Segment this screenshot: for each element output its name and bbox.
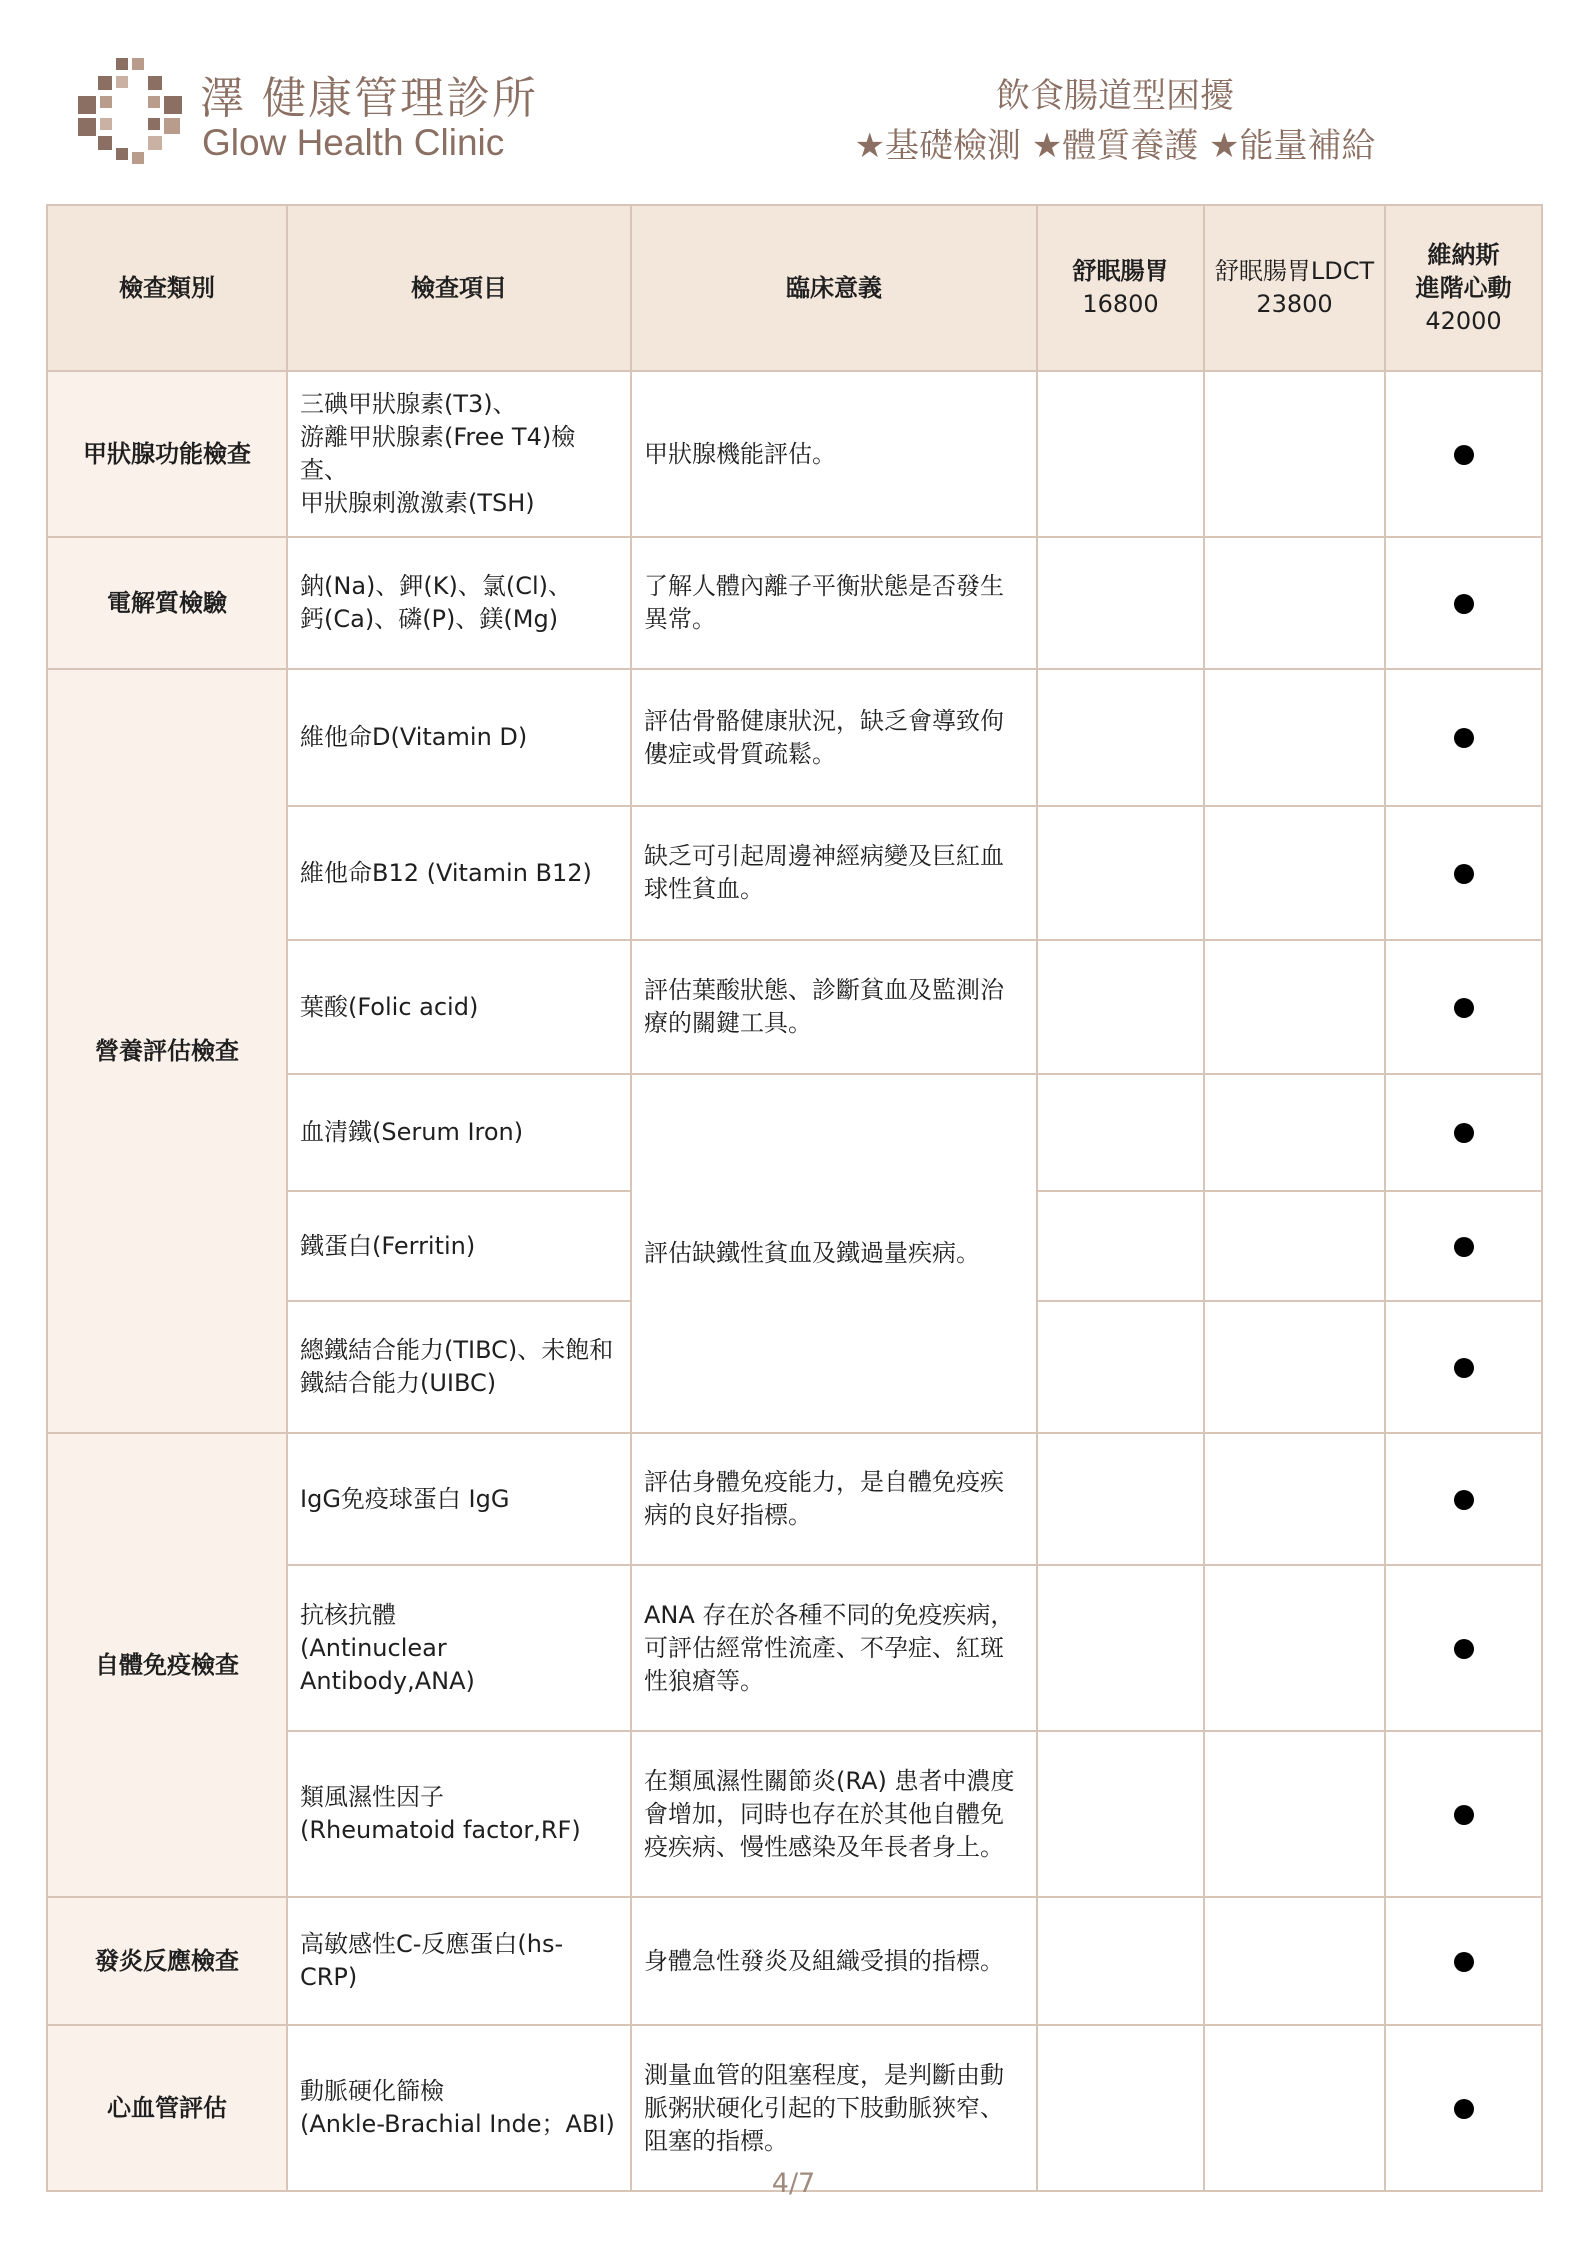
plan-1-cell [1037, 806, 1204, 940]
meaning-cell [631, 2025, 1037, 2191]
plan-2-cell [1204, 537, 1385, 669]
table-row [47, 669, 1542, 806]
plan-2-cell [1204, 1301, 1385, 1433]
item-line: 鈉(Na)、鉀(K)、氯(Cl)、 [300, 572, 573, 600]
included-dot-icon [1454, 728, 1474, 748]
plan-1-cell [1037, 2025, 1204, 2191]
meaning-cell [631, 669, 1037, 806]
document-title: 飲食腸道型困擾 [996, 76, 1234, 116]
meaning-line: 甲狀腺機能評估。 [644, 439, 836, 468]
meaning-cell [631, 537, 1037, 669]
meaning-cell [631, 1565, 1037, 1731]
included-dot-icon [1454, 864, 1474, 884]
item-line: 總鐵結合能力(TIBC)、未飽和 [300, 1336, 614, 1364]
meaning-line: 測量血管的阻塞程度，是判斷由動 [644, 2060, 1004, 2089]
plan-1-name: 舒眠腸胃 [1072, 257, 1169, 285]
item-cell [287, 1731, 631, 1897]
item-line: 抗核抗體 [300, 1600, 396, 1629]
item-cell [287, 806, 631, 940]
plan-3-name-line2: 進階心動 [1415, 273, 1512, 302]
table-row [47, 371, 1542, 537]
meaning-line: 評估缺鐵性貧血及鐵過量疾病。 [644, 1239, 980, 1267]
item-line: 三碘甲狀腺素(T3)、 [300, 390, 517, 418]
plan-1-cell [1037, 1191, 1204, 1301]
plan-3-cell [1385, 1191, 1542, 1301]
document-subtitle: ★基礎檢測 ★體質養護 ★能量補給 [854, 126, 1376, 166]
plan-1-cell [1037, 1565, 1204, 1731]
item-cell [287, 940, 631, 1074]
category-cell: 發炎反應檢查 [47, 1897, 287, 2025]
table-row [47, 2025, 1542, 2191]
meaning-line: 在類風濕性關節炎(RA) 患者中濃度 [644, 1766, 1015, 1795]
plan-2-cell [1204, 371, 1385, 537]
item-line: 維他命D(Vitamin D) [300, 723, 528, 751]
plan-1-cell [1037, 1731, 1204, 1897]
item-line: (Ankle-Brachial Inde；ABI) [300, 2110, 615, 2138]
plan-3-cell [1385, 940, 1542, 1074]
meaning-line: 僂症或骨質疏鬆。 [644, 739, 836, 768]
item-cell [287, 1074, 631, 1191]
meaning-line: 評估骨骼健康狀況，缺乏會導致佝 [644, 706, 1004, 735]
plan-3-cell [1385, 669, 1542, 806]
table-row [47, 537, 1542, 669]
meaning-line: 可評估經常性流產、不孕症、紅斑 [644, 1633, 1004, 1662]
item-line: 類風濕性因子 [300, 1783, 444, 1811]
clinic-name-zh: 澤 健康管理診所 [200, 73, 538, 124]
plan-3-cell [1385, 1074, 1542, 1191]
header-plan-1 [1037, 205, 1204, 371]
plan-1-cell [1037, 371, 1204, 537]
meaning-line: 缺乏可引起周邊神經病變及巨紅血 [644, 842, 1004, 870]
plan-1-cell [1037, 537, 1204, 669]
included-dot-icon [1454, 594, 1474, 614]
item-line: 游離甲狀腺素(Free T4)檢查、 [300, 423, 576, 484]
plan-2-name: 舒眠腸胃LDCT [1214, 257, 1375, 285]
meaning-line: ANA 存在於各種不同的免疫疾病， [644, 1600, 1015, 1629]
included-dot-icon [1454, 998, 1474, 1018]
included-dot-icon [1454, 1805, 1474, 1825]
item-cell [287, 1565, 631, 1731]
table-row [47, 1433, 1542, 1565]
plan-3-name-line1: 維納斯 [1427, 240, 1500, 269]
header-plan-2 [1204, 205, 1385, 371]
item-line: 鐵結合能力(UIBC) [300, 1369, 497, 1397]
clinic-logo-icon [76, 56, 184, 168]
plan-3-cell [1385, 1565, 1542, 1731]
meaning-line: 性狼瘡等。 [644, 1666, 764, 1695]
plan-2-cell [1204, 1731, 1385, 1897]
category-cell: 自體免疫檢查 [47, 1433, 287, 1897]
plan-3-cell [1385, 537, 1542, 669]
meaning-line: 阻塞的指標。 [644, 2126, 788, 2155]
plan-3-cell [1385, 1301, 1542, 1433]
included-dot-icon [1454, 1639, 1474, 1659]
plan-3-cell [1385, 371, 1542, 537]
item-line: (Rheumatoid factor,RF) [300, 1816, 581, 1844]
plan-1-cell [1037, 1897, 1204, 2025]
category-cell: 甲狀腺功能檢查 [47, 371, 287, 537]
meaning-line: 療的關鍵工具。 [644, 1009, 812, 1037]
item-line: 高敏感性C-反應蛋白(hs-CRP) [300, 1930, 564, 1991]
meaning-cell [631, 1433, 1037, 1565]
meaning-cell [631, 1897, 1037, 2025]
meaning-line: 病的良好指標。 [644, 1501, 812, 1529]
item-line: 鈣(Ca)、磷(P)、鎂(Mg) [300, 605, 559, 633]
plan-2-cell [1204, 1074, 1385, 1191]
included-dot-icon [1454, 2099, 1474, 2119]
item-cell [287, 1191, 631, 1301]
included-dot-icon [1454, 1490, 1474, 1510]
plan-2-cell [1204, 669, 1385, 806]
plan-2-cell [1204, 1191, 1385, 1301]
item-line: 甲狀腺刺激激素(TSH) [300, 489, 535, 517]
meaning-line: 疫疾病、慢性感染及年長者身上。 [644, 1832, 1004, 1861]
plan-3-cell [1385, 1731, 1542, 1897]
meaning-line: 會增加，同時也存在於其他自體免 [644, 1799, 1004, 1828]
header-plan-3 [1385, 205, 1542, 371]
plan-2-cell [1204, 940, 1385, 1074]
plan-1-cell [1037, 1301, 1204, 1433]
item-line: 動脈硬化篩檢 [300, 2077, 444, 2105]
item-line: (Antinuclear Antibody,ANA) [300, 1633, 475, 1695]
included-dot-icon [1454, 1952, 1474, 1972]
plan-1-price: 16800 [1082, 290, 1159, 318]
meaning-cell [631, 371, 1037, 537]
meaning-cell [631, 940, 1037, 1074]
item-cell [287, 1897, 631, 2025]
meaning-cell [631, 1731, 1037, 1897]
plan-2-price: 23800 [1256, 290, 1333, 318]
plan-1-cell [1037, 1074, 1204, 1191]
item-cell [287, 669, 631, 806]
item-line: 維他命B12 (Vitamin B12) [300, 858, 592, 887]
plan-3-cell [1385, 806, 1542, 940]
meaning-line: 脈粥狀硬化引起的下肢動脈狹窄、 [644, 2093, 1004, 2122]
item-cell [287, 537, 631, 669]
plan-2-cell [1204, 806, 1385, 940]
item-line: 血清鐵(Serum Iron) [300, 1118, 524, 1146]
table-header-row [47, 205, 1542, 371]
item-line: IgG免疫球蛋白 IgG [300, 1484, 510, 1513]
plan-3-cell [1385, 1433, 1542, 1565]
plan-1-cell [1037, 940, 1204, 1074]
plan-3-price: 42000 [1425, 306, 1502, 335]
table-row [47, 1897, 1542, 2025]
plan-2-cell [1204, 1433, 1385, 1565]
item-cell [287, 1301, 631, 1433]
meaning-line: 異常。 [644, 605, 716, 633]
included-dot-icon [1454, 445, 1474, 465]
plan-2-cell [1204, 2025, 1385, 2191]
meaning-line: 了解人體內離子平衡狀態是否發生 [644, 572, 1004, 600]
item-line: 葉酸(Folic acid) [300, 992, 479, 1021]
item-cell [287, 1433, 631, 1565]
category-cell: 心血管評估 [47, 2025, 287, 2191]
category-cell: 營養評估檢查 [47, 669, 287, 1433]
exam-comparison-table [46, 204, 1543, 2192]
plan-1-cell [1037, 669, 1204, 806]
page-number: 4/7 [771, 2168, 816, 2199]
header-meaning: 臨床意義 [631, 205, 1037, 371]
meaning-line: 評估葉酸狀態、診斷貧血及監測治 [644, 976, 1004, 1004]
item-cell [287, 371, 631, 537]
included-dot-icon [1454, 1123, 1474, 1143]
included-dot-icon [1454, 1237, 1474, 1257]
meaning-line: 評估身體免疫能力，是自體免疫疾 [644, 1468, 1004, 1496]
category-cell: 電解質檢驗 [47, 537, 287, 669]
meaning-line: 身體急性發炎及組織受損的指標。 [644, 1946, 1004, 1975]
clinic-name-en: Glow Health Clinic [202, 122, 505, 163]
plan-1-cell [1037, 1433, 1204, 1565]
included-dot-icon [1454, 1358, 1474, 1378]
meaning-line: 球性貧血。 [644, 875, 764, 903]
plan-3-cell [1385, 1897, 1542, 2025]
header-item: 檢查項目 [287, 205, 631, 371]
plan-2-cell [1204, 1897, 1385, 2025]
plan-2-cell [1204, 1565, 1385, 1731]
item-cell [287, 2025, 631, 2191]
item-line: 鐵蛋白(Ferritin) [300, 1231, 476, 1260]
header-category: 檢查類別 [47, 205, 287, 371]
meaning-cell [631, 806, 1037, 940]
plan-3-cell [1385, 2025, 1542, 2191]
meaning-cell [631, 1074, 1037, 1433]
